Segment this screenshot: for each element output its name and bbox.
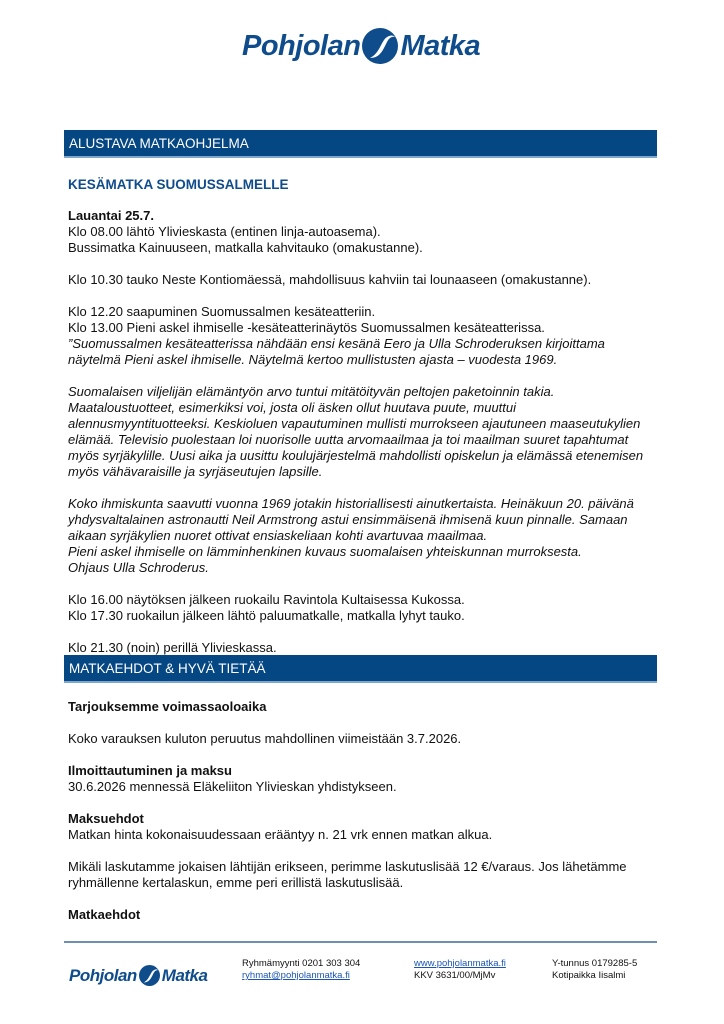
program-block [68, 208, 658, 656]
program-line: Klo 16.00 näytöksen jälkeen ruokailu Ravintola Kultaisessa Kukossa. [68, 592, 465, 607]
offer-text: Koko varauksen kuluton peruutus mahdollinen viimeistään 3.7.2026. [68, 731, 462, 746]
footer-logo [69, 965, 207, 986]
footer-web [414, 958, 506, 982]
program-line: Bussimatka Kainuuseen, matkalla kahvitauko (omakustanne). [68, 240, 423, 255]
play-description: Pieni askel ihmiselle on lämminhenkinen kuvaus suomalaisen yhteiskunnan murroksesta. [68, 544, 582, 559]
program-line: Klo 10.30 tauko Neste Kontiomäessä, mahdollisuus kahviin tai lounaaseen (omakustanne). [68, 272, 592, 287]
footer-email-link[interactable]: ryhmat@pohjolanmatka.fi [242, 970, 350, 981]
program-line: Klo 13.00 Pieni askel ihmiselle -kesäteatterinäytös Suomussalmen kesäteatterissa. [68, 320, 545, 335]
swirl-globe-icon [139, 965, 160, 986]
logo-text-left: Pohjolan [69, 965, 137, 985]
footer-kkv: KKV 3631/00/MjMv [414, 970, 496, 981]
program-line: Klo 12.20 saapuminen Suomussalmen kesäteatteriin. [68, 304, 376, 319]
payment-heading: Maksuehdot [68, 811, 144, 826]
footer-company [552, 958, 637, 982]
trip-title: KESÄMATKA SUOMUSSALMELLE [68, 177, 289, 192]
section-header-terms: MATKAEHDOT & HYVÄ TIETÄÄ [64, 655, 657, 683]
swirl-globe-icon [362, 28, 398, 64]
terms-block [68, 699, 658, 923]
travel-terms-heading: Matkaehdot [68, 907, 141, 922]
day-heading: Lauantai 25.7. [68, 208, 154, 223]
footer-phone: Ryhmämyynti 0201 303 304 [242, 958, 361, 969]
play-description: Koko ihmiskunta saavutti vuonna 1969 jotakin historiallisesti ainutkertaista. Heinäkuun 20. päivänä yhdysvaltalainen astronautti Neil Armstrong astui ensimmäisenä ihmisenä kuun pinnalle. Samaan aikaan syrjäkylien nuoret ottivat ensiaskeliaan kohti avartuvaa maailmaa. [68, 496, 634, 543]
signup-text: 30.6.2026 mennessä Eläkeliiton Ylivieskan yhdistykseen. [68, 779, 397, 794]
program-line: Klo 17.30 ruokailun jälkeen lähtö paluumatkalle, matkalla lyhyt tauko. [68, 608, 465, 623]
signup-heading: Ilmoittautuminen ja maksu [68, 763, 232, 778]
section-header-program: ALUSTAVA MATKAOHJELMA [64, 130, 657, 158]
play-description: ”Suomussalmen kesäteatterissa nähdään ensi kesänä Eero ja Ulla Schroderuksen kirjoittama näytelmä Pieni askel ihmiselle. Näytelmä kertoo mullistusten ajasta – vuodesta 1969. [68, 336, 605, 367]
offer-heading: Tarjouksemme voimassaoloaika [68, 699, 267, 714]
footer-business-id: Y-tunnus 0179285-5 [552, 958, 638, 969]
footer-website-link[interactable]: www.pohjolanmatka.fi [414, 958, 506, 969]
footer-contact [242, 958, 360, 982]
billing-text: Mikäli laskutamme jokaisen lähtijän erikseen, perimme laskutuslisää 12 €/varaus. Jos lähetämme ryhmällenne kertalaskun, emme peri erillistä laskutuslisää. [68, 859, 627, 890]
payment-text: Matkan hinta kokonaisuudessaan erääntyy n. 21 vrk ennen matkan alkua. [68, 827, 493, 842]
footer-domicile: Kotipaikka Iisalmi [552, 970, 626, 981]
play-description: Suomalaisen viljelijän elämäntyön arvo tuntui mitätöityvän peltojen paketoinnin takia. Maataloustuotteet, esimerkiksi voi, josta oli äsken ollut huutava puute, muuttui alennusmyyntituotteeksi. Keskioluen vapautuminen mullisti murrokseen ajautuneen maaseutukylien elämää. Televisio puolestaan loi nuorisolle uutta arvomaailmaa ja toi maailman suuret tapahtumat myös syrjäkylille. Uusi aika ja uusittu koulujärjestelmä mahdollisti opiskelun ja elämässä etenemisen myös vähävaraisille ja syrjäseutujen lapsille. [68, 384, 644, 479]
program-line: Klo 08.00 lähtö Ylivieskasta (entinen linja-autoasema). [68, 224, 381, 239]
footer-divider [64, 941, 657, 943]
logo-text-right: Matka [161, 965, 208, 985]
brand-logo [242, 28, 480, 64]
play-director: Ohjaus Ulla Schroderus. [68, 560, 209, 575]
logo-text-left: Pohjolan [242, 29, 361, 62]
logo-text-right: Matka [400, 29, 481, 62]
program-line: Klo 21.30 (noin) perillä Ylivieskassa. [68, 640, 277, 655]
